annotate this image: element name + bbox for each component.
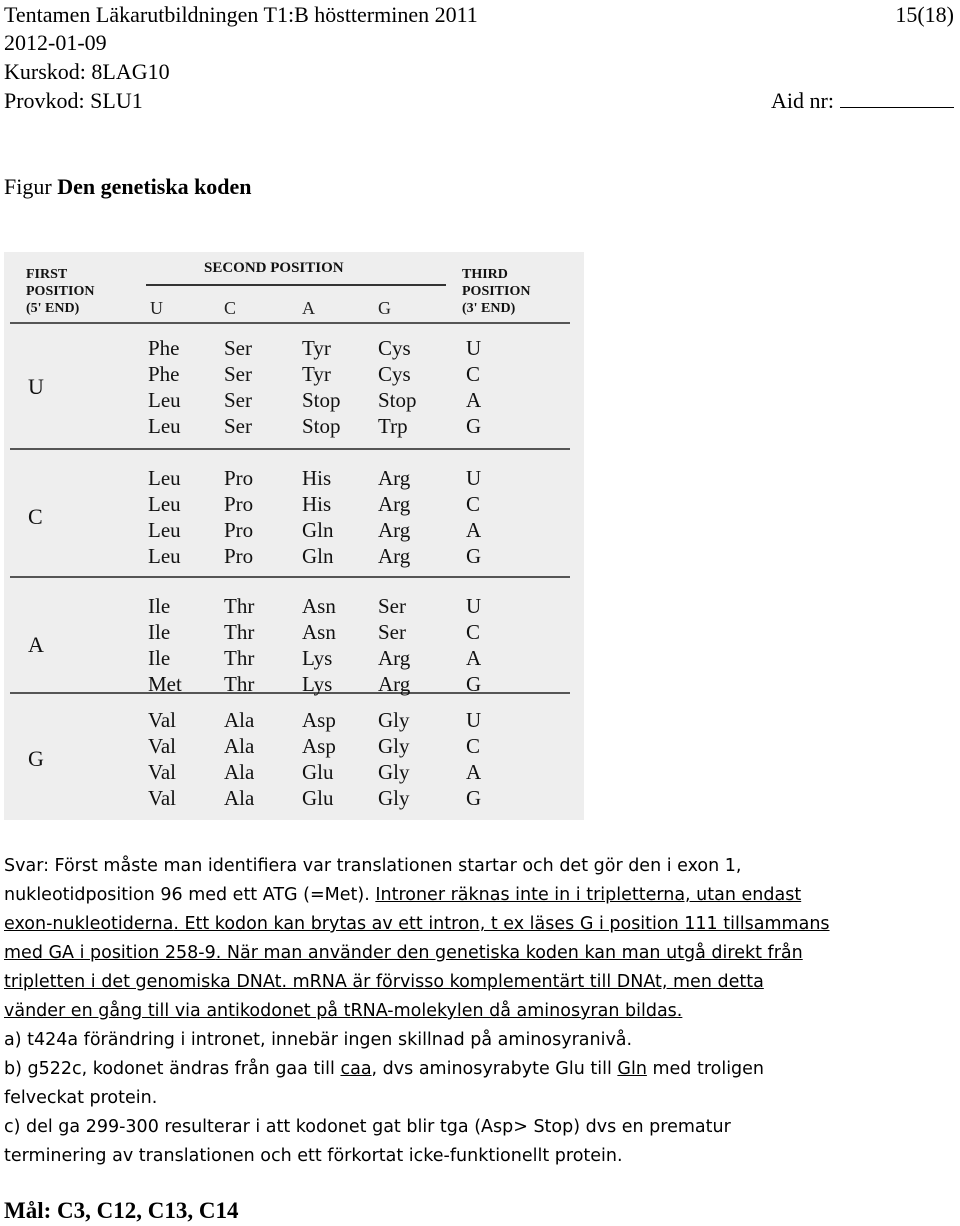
third-base: C [466, 620, 481, 644]
codon-cell: His [302, 466, 332, 490]
page-number: 15(18) [895, 2, 954, 27]
codon-cell: Thr [224, 646, 255, 670]
answer-line-6: vänder en gång till via antikodonet på tRNA-molekylen då aminosyran bildas. [4, 1001, 683, 1021]
codon-cell: Pro [224, 492, 254, 516]
codon-cell: Thr [224, 594, 255, 618]
codon-cell: His [302, 492, 332, 516]
codon-cell: Met [148, 672, 182, 696]
codon-cell: Leu [148, 492, 181, 516]
codon-cell: Leu [148, 466, 181, 490]
answer-b-line-1: b) g522c, kodonet ändras från gaa till caa, dvs aminosyrabyte Glu till Gln med troligen [4, 1059, 765, 1079]
third-base: G [466, 544, 482, 568]
codon-cell: Lys [302, 672, 333, 696]
answer-line-1: Svar: Först måste man identifiera var translationen startar och det gör den i exon 1, [4, 856, 742, 876]
codon-cell: Val [148, 708, 176, 732]
codon-cell: Arg [378, 646, 411, 670]
codon-cell: Stop [302, 414, 341, 438]
codon-cell: Phe [148, 336, 180, 360]
answer-a: a) t424a förändring i intronet, innebär ingen skillnad på aminosyranivå. [4, 1030, 633, 1050]
third-base: G [466, 672, 482, 696]
codon-cell: Arg [378, 466, 411, 490]
codon-cell: Tyr [302, 362, 331, 386]
codon-cell: Ala [224, 786, 255, 810]
codon-cell: Pro [224, 544, 254, 568]
learning-goals: Mål: C3, C12, C13, C14 [4, 1198, 239, 1223]
table-rule [10, 692, 570, 694]
answer-line-3: exon-nukleotiderna. Ett kodon kan brytas av ett intron, t ex läses G i position 111 tillsammans [4, 914, 830, 934]
codon-cell: Phe [148, 362, 180, 386]
third-base: A [466, 518, 482, 542]
figure-prefix: Figur [4, 174, 52, 199]
answer-c-line-2: terminering av translationen och ett förkortat icke-funktionellt protein. [4, 1146, 623, 1166]
codon-cell: Pro [224, 518, 254, 542]
codon-cell: Trp [378, 414, 408, 438]
codon-cell: Gly [378, 708, 410, 732]
third-base: A [466, 760, 482, 784]
codon-cell: Stop [378, 388, 417, 412]
second-base-g: G [378, 298, 391, 318]
codon-cell: Thr [224, 620, 255, 644]
third-base: C [466, 734, 481, 758]
codon-cell: Arg [378, 492, 411, 516]
exam-title: Tentamen Läkarutbildningen T1:B höstterminen 2011 [4, 2, 478, 27]
third-base: C [466, 492, 481, 516]
codon-cell: Arg [378, 518, 411, 542]
codon-cell: Glu [302, 786, 334, 810]
table-rule [10, 576, 570, 578]
first-base-a: A [28, 632, 44, 657]
second-position-rule [146, 284, 446, 286]
codon-cell: Gly [378, 786, 410, 810]
codon-cell: Leu [148, 518, 181, 542]
codon-cell: Ser [224, 388, 252, 412]
first-base-g: G [28, 746, 44, 771]
codon-cell: Glu [302, 760, 334, 784]
codon-cell: Pro [224, 466, 254, 490]
aid-field [771, 88, 954, 114]
aid-blank-line [840, 89, 954, 108]
codon-cell: Ile [148, 646, 171, 670]
codon-cell: Val [148, 760, 176, 784]
codon-cell: Leu [148, 388, 181, 412]
codon-cell: Cys [378, 362, 411, 386]
third-base: A [466, 646, 482, 670]
codon-cell: Ile [148, 594, 171, 618]
codon-cell: Gly [378, 760, 410, 784]
codon-cell: Val [148, 734, 176, 758]
third-base: C [466, 362, 481, 386]
codon-cell: Gly [378, 734, 410, 758]
codon-cell: Val [148, 786, 176, 810]
third-base: A [466, 388, 482, 412]
test-code: Provkod: SLU1 [4, 88, 143, 113]
codon-cell: Ser [224, 362, 252, 386]
course-code: Kurskod: 8LAG10 [4, 59, 170, 84]
second-base-u: U [150, 298, 163, 318]
third-base: G [466, 786, 482, 810]
codon-cell: Tyr [302, 336, 331, 360]
codon-cell: Gln [302, 544, 334, 568]
codon-cell: Ala [224, 760, 255, 784]
second-position-label: SECOND POSITION [204, 260, 344, 276]
codon-cell: Ala [224, 708, 255, 732]
codon-cell: Asn [302, 594, 336, 618]
second-base-a: A [302, 298, 315, 318]
codon-cell: Stop [302, 388, 341, 412]
codon-cell: Asn [302, 620, 336, 644]
answer-line-2: nukleotidposition 96 med ett ATG (=Met). Introner räknas inte in i tripletterna, utan endast [4, 885, 802, 905]
answer-line-5: tripletten i det genomiska DNAt. mRNA är förvisso komplementärt till DNAt, men detta [4, 972, 764, 992]
figure-name: Den genetiska koden [57, 174, 252, 199]
first-base-c: C [28, 504, 43, 529]
third-base: G [466, 414, 482, 438]
codon-cell: Ser [224, 336, 252, 360]
third-position-label: THIRD POSITION (3' END) [462, 267, 531, 316]
third-base: U [466, 466, 482, 490]
first-position-label: FIRST POSITION (5' END) [26, 267, 95, 316]
codon-cell: Leu [148, 544, 181, 568]
codon-cell: Ser [378, 594, 406, 618]
codon-cell: Ser [224, 414, 252, 438]
codon-cell: Ile [148, 620, 171, 644]
codon-cell: Asp [302, 708, 336, 732]
codon-cell: Arg [378, 672, 411, 696]
codon-cell: Arg [378, 544, 411, 568]
third-base: U [466, 594, 482, 618]
second-base-c: C [224, 298, 237, 318]
codon-cell: Asp [302, 734, 336, 758]
aid-label: Aid nr: [771, 88, 834, 113]
codon-cell: Thr [224, 672, 255, 696]
codon-cell: Ala [224, 734, 255, 758]
table-rule [10, 322, 570, 324]
table-rule [10, 448, 570, 450]
third-base: U [466, 336, 482, 360]
answer-b-line-2: felveckat protein. [4, 1088, 158, 1108]
genetic-code-table [4, 252, 584, 820]
codon-cell: Lys [302, 646, 333, 670]
codon-cell: Gln [302, 518, 334, 542]
codon-cell: Cys [378, 336, 411, 360]
answer-c-line-1: c) del ga 299-300 resulterar i att kodonet gat blir tga (Asp> Stop) dvs en prematur [4, 1117, 731, 1137]
figure-title [4, 174, 252, 200]
exam-date: 2012-01-09 [4, 30, 107, 55]
first-base-u: U [28, 374, 44, 399]
codon-cell: Ser [378, 620, 406, 644]
third-base: U [466, 708, 482, 732]
codon-cell: Leu [148, 414, 181, 438]
answer-line-4: med GA i position 258-9. När man använder den genetiska koden kan man utgå direkt från [4, 943, 803, 963]
